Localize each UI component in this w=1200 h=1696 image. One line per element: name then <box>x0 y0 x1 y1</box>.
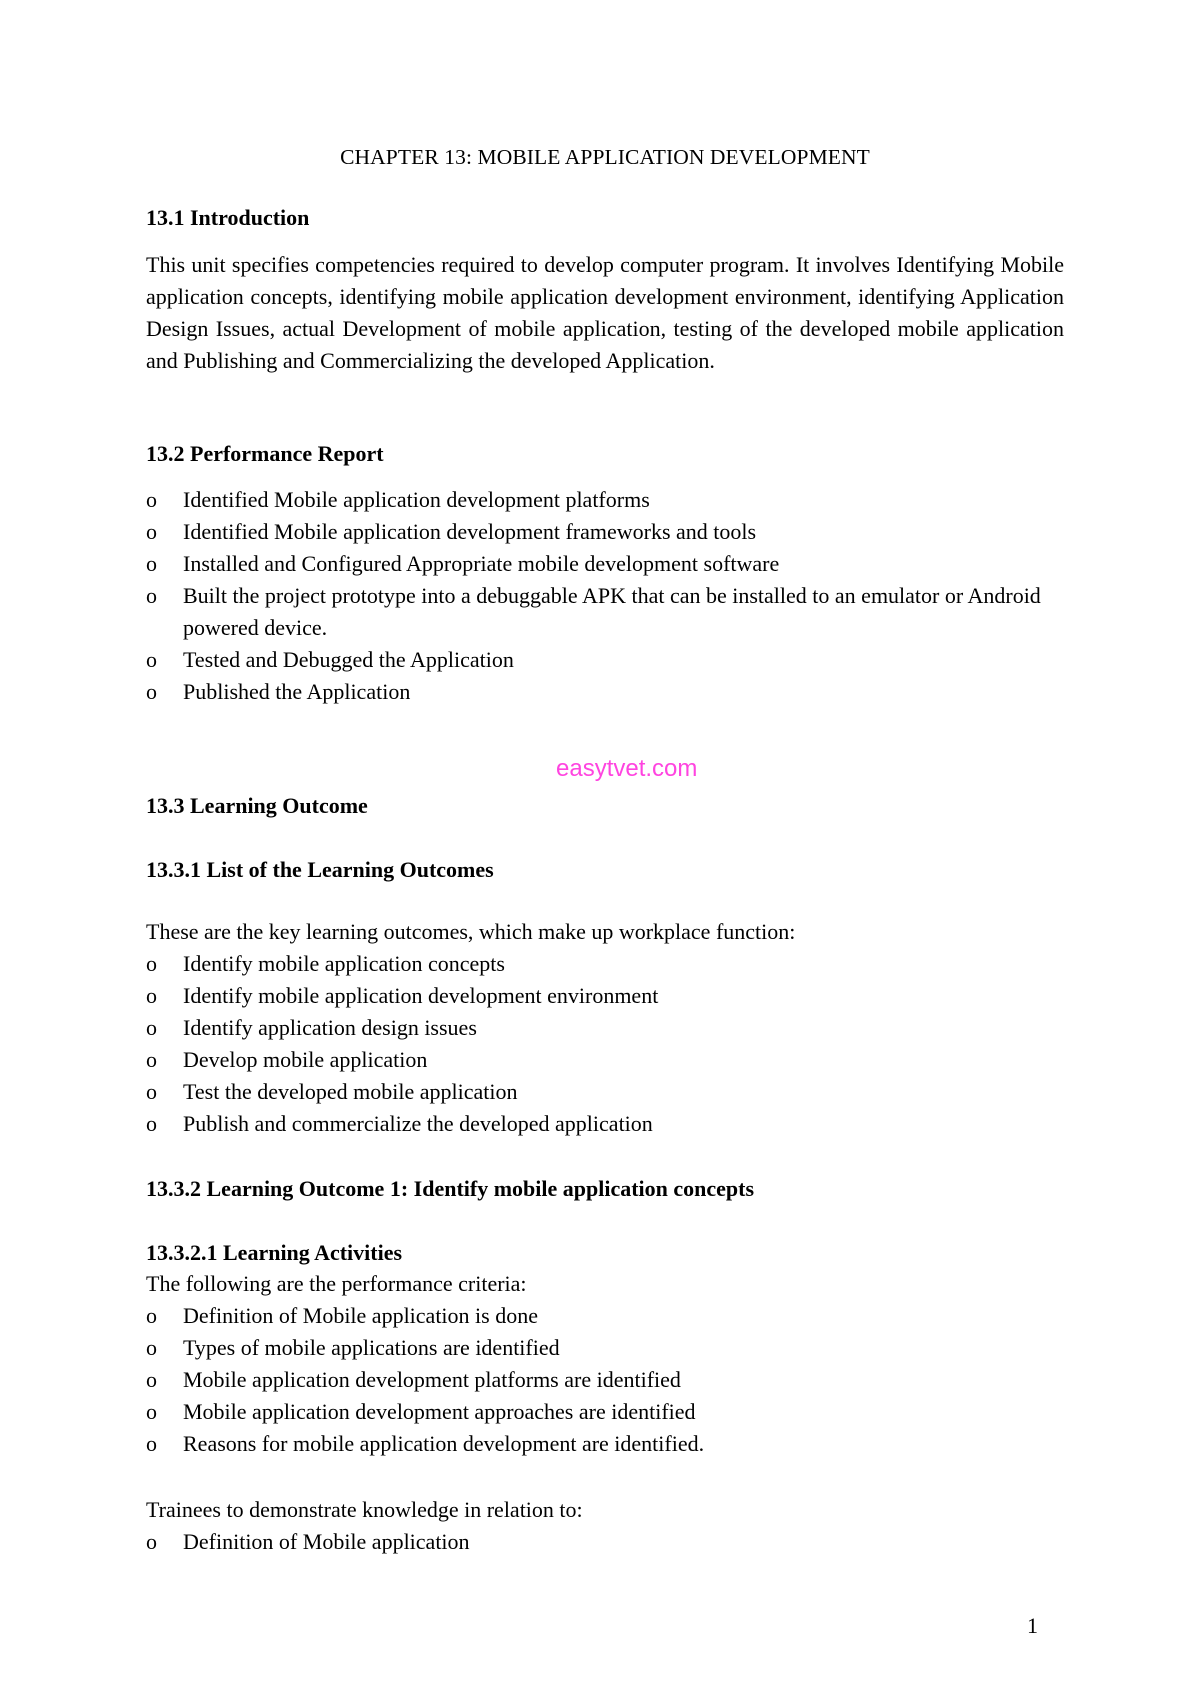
list-item-text: Built the project prototype into a debuggable APK that can be installed to an emulator or Android powered device. <box>183 583 1041 640</box>
list-item-text: Identified Mobile application development frameworks and tools <box>183 519 757 544</box>
introduction-paragraph: This unit specifies competencies required to develop computer program. It involves Identifying Mobile application concepts, identifying mobile application development environment, identifying Application Design Issues, actual Development of mobile application, testing of the developed mobile application and Publishing and Commercializing the developed Application. <box>146 252 1064 373</box>
list-item <box>146 580 1064 644</box>
bullet-icon: o <box>146 983 157 1008</box>
bullet-icon: o <box>146 1111 157 1136</box>
bullet-icon: o <box>146 583 157 608</box>
list-item-text: Definition of Mobile application is done <box>183 1303 538 1328</box>
list-item <box>146 1332 1064 1364</box>
bullet-icon: o <box>146 679 157 704</box>
section-heading-learning-outcome-1: 13.3.2 Learning Outcome 1: Identify mobile application concepts <box>146 1176 755 1201</box>
list-item-text: Identify application design issues <box>183 1015 477 1040</box>
list-item-text: Types of mobile applications are identified <box>183 1335 560 1360</box>
list-item <box>146 676 1064 708</box>
bullet-icon: o <box>146 551 157 576</box>
bullet-icon: o <box>146 519 157 544</box>
list-item-text: Definition of Mobile application <box>183 1529 470 1554</box>
bullet-icon: o <box>146 1335 157 1360</box>
bullet-icon: o <box>146 647 157 672</box>
document-page <box>146 0 1064 1696</box>
list-item <box>146 948 1064 980</box>
bullet-icon: o <box>146 1367 157 1392</box>
list-item <box>146 1076 1064 1108</box>
performance-report-list <box>146 484 1064 708</box>
knowledge-list <box>146 1526 1064 1558</box>
list-item-text: Published the Application <box>183 679 411 704</box>
page-number: 1 <box>1027 1613 1038 1638</box>
chapter-title: CHAPTER 13: MOBILE APPLICATION DEVELOPMENT <box>340 145 870 169</box>
performance-criteria-intro: The following are the performance criteria: <box>146 1271 527 1296</box>
section-heading-performance-report: 13.2 Performance Report <box>146 441 384 466</box>
list-item <box>146 484 1064 516</box>
list-item <box>146 548 1064 580</box>
bullet-icon: o <box>146 1015 157 1040</box>
list-item <box>146 1300 1064 1332</box>
bullet-icon: o <box>146 1431 157 1456</box>
list-item-text: Mobile application development platforms are identified <box>183 1367 681 1392</box>
knowledge-intro: Trainees to demonstrate knowledge in relation to: <box>146 1497 583 1522</box>
list-item <box>146 1396 1064 1428</box>
bullet-icon: o <box>146 951 157 976</box>
list-item-text: Identify mobile application development environment <box>183 983 659 1008</box>
section-heading-learning-outcome: 13.3 Learning Outcome <box>146 793 368 818</box>
learning-outcomes-list <box>146 948 1064 1140</box>
section-heading-list-of-learning-outcomes: 13.3.1 List of the Learning Outcomes <box>146 857 494 882</box>
learning-outcomes-intro: These are the key learning outcomes, which make up workplace function: <box>146 919 796 944</box>
bullet-icon: o <box>146 1529 157 1554</box>
performance-criteria-list <box>146 1300 1064 1460</box>
list-item-text: Tested and Debugged the Application <box>183 647 514 672</box>
list-item <box>146 644 1064 676</box>
list-item <box>146 1364 1064 1396</box>
list-item-text: Develop mobile application <box>183 1047 428 1072</box>
list-item-text: Publish and commercialize the developed application <box>183 1111 653 1136</box>
list-item <box>146 980 1064 1012</box>
list-item-text: Mobile application development approaches are identified <box>183 1399 696 1424</box>
bullet-icon: o <box>146 1303 157 1328</box>
list-item-text: Installed and Configured Appropriate mobile development software <box>183 551 780 576</box>
list-item <box>146 1526 1064 1558</box>
bullet-icon: o <box>146 487 157 512</box>
list-item <box>146 1012 1064 1044</box>
watermark-text: easytvet.com <box>556 755 698 782</box>
list-item <box>146 1428 1064 1460</box>
section-heading-learning-activities: 13.3.2.1 Learning Activities <box>146 1240 403 1265</box>
bullet-icon: o <box>146 1047 157 1072</box>
section-heading-introduction: 13.1 Introduction <box>146 205 310 230</box>
bullet-icon: o <box>146 1079 157 1104</box>
bullet-icon: o <box>146 1399 157 1424</box>
list-item-text: Identified Mobile application development platforms <box>183 487 650 512</box>
list-item-text: Reasons for mobile application development are identified. <box>183 1431 705 1456</box>
list-item <box>146 1044 1064 1076</box>
list-item-text: Test the developed mobile application <box>183 1079 518 1104</box>
list-item <box>146 516 1064 548</box>
list-item <box>146 1108 1064 1140</box>
list-item-text: Identify mobile application concepts <box>183 951 505 976</box>
